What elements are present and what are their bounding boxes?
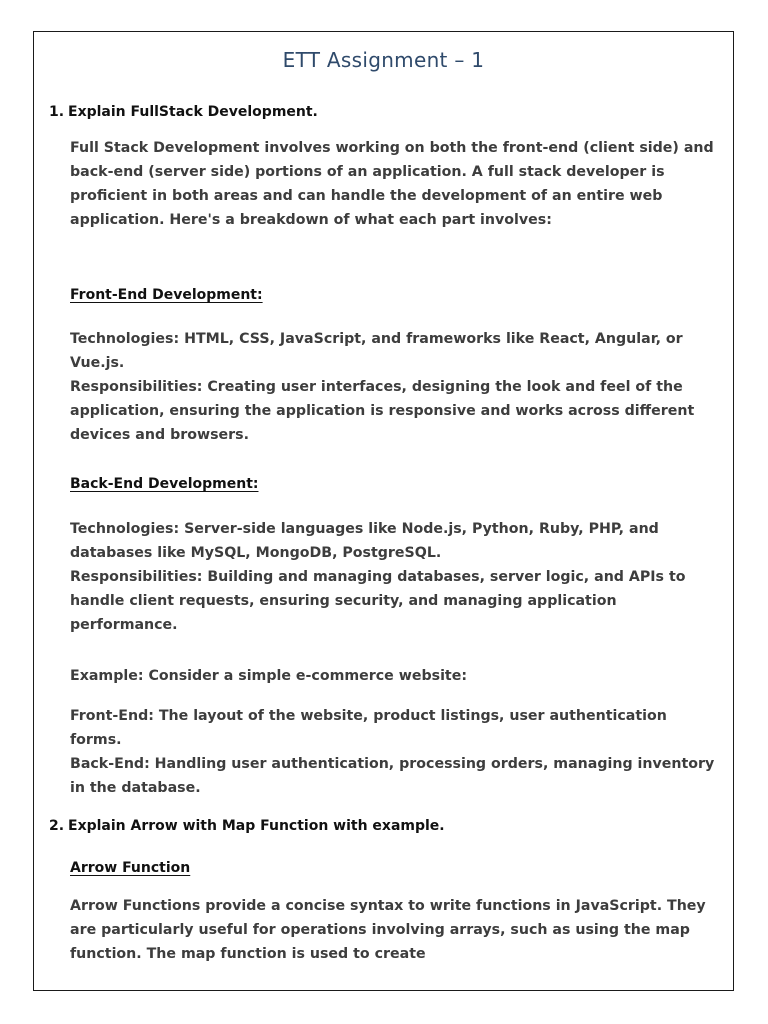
front-end-responsibilities: Responsibilities: Creating user interfaces, designing the look and feel of the application, ensuring the application is responsive and works across different devices and browsers.	[70, 379, 695, 443]
question-1-number: 1.	[49, 104, 65, 120]
back-end-heading: Back-End Development:	[70, 476, 259, 492]
question-1-intro: Full Stack Development involves working on both the front-end (client side) and back-end (server side) portions of an application. A full stack developer is proficient in both areas and can handle the development of an entire web application. Here's a breakdown of what each part involves:	[70, 140, 714, 228]
question-2-number: 2.	[49, 818, 65, 834]
question-2-text: Explain Arrow with Map Function with example.	[68, 818, 445, 834]
example-back-end: Back-End: Handling user authentication, processing orders, managing inventory in the database.	[70, 756, 715, 796]
example-intro: Example: Consider a simple e-commerce website:	[70, 668, 468, 684]
example-front-end: Front-End: The layout of the website, product listings, user authentication forms.	[70, 708, 667, 748]
document-page	[33, 31, 734, 991]
front-end-technologies: Technologies: HTML, CSS, JavaScript, and frameworks like React, Angular, or Vue.js.	[70, 331, 683, 371]
front-end-heading: Front-End Development:	[70, 287, 263, 303]
back-end-responsibilities: Responsibilities: Building and managing databases, server logic, and APIs to handle client requests, ensuring security, and managing application performance.	[70, 569, 686, 633]
question-1-text: Explain FullStack Development.	[68, 104, 318, 120]
arrow-function-heading: Arrow Function	[70, 860, 191, 876]
arrow-function-body: Arrow Functions provide a concise syntax to write functions in JavaScript. They are particularly useful for operations involving arrays, such as using the map function. The map function is used to create	[70, 898, 706, 962]
back-end-technologies: Technologies: Server-side languages like Node.js, Python, Ruby, PHP, and databases like MySQL, MongoDB, PostgreSQL.	[70, 521, 659, 561]
document-title: ETT Assignment – 1	[282, 48, 485, 72]
